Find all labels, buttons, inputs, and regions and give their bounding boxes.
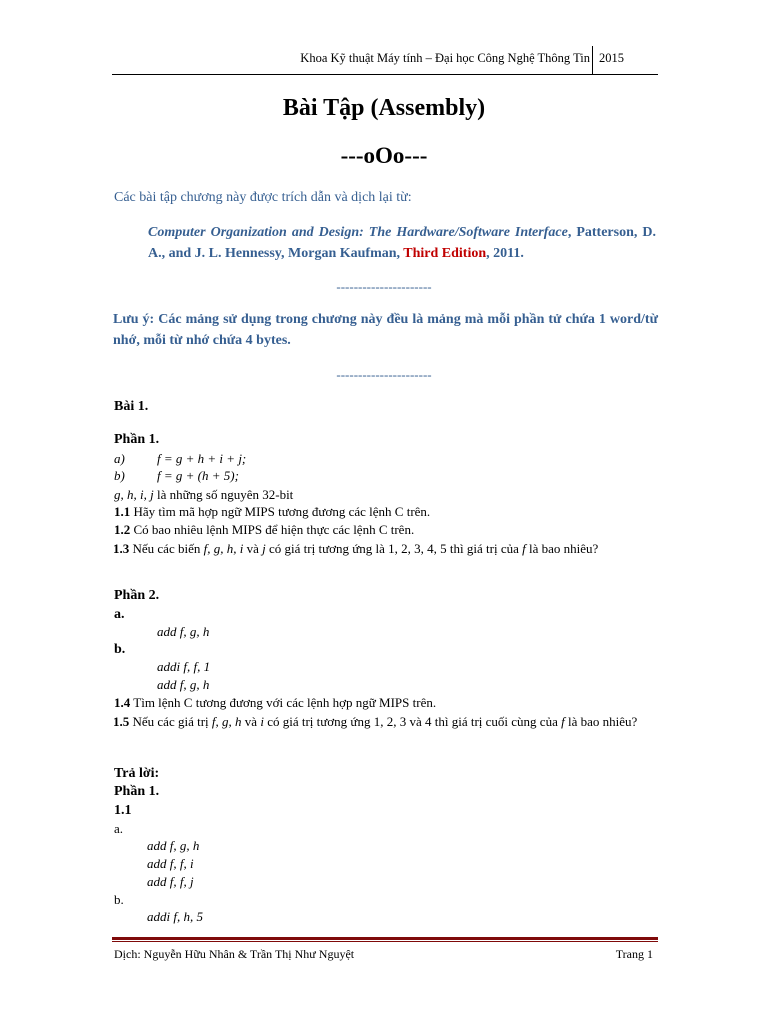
divider-2: ----------------------	[336, 367, 432, 382]
citation-book-title: Computer Organization and Design: The Hardware/Software Interface	[148, 225, 568, 240]
header-separator	[592, 46, 593, 74]
footer-page-number: Trang 1	[615, 947, 653, 961]
exercise-title: Bài 1.	[114, 399, 149, 414]
answer-part1-title: Phần 1.	[114, 784, 160, 799]
divider-1: ----------------------	[336, 279, 432, 294]
part1-a-label: a)	[114, 451, 125, 466]
citation-year: , 2011.	[486, 246, 524, 261]
part2-title: Phần 2.	[114, 588, 160, 603]
header-year: 2015	[599, 51, 624, 65]
part1-b-expr: f = g + (h + 5);	[157, 468, 239, 483]
question-1-1: 1.1 Hãy tìm mã hợp ngữ MIPS tương đương các lệnh C trên.	[114, 504, 431, 519]
part1-title: Phần 1.	[114, 432, 160, 447]
header-org: Khoa Kỹ thuật Máy tính – Đại học Công Nghệ Thông Tin	[300, 51, 590, 65]
intro-text: Các bài tập chương này được trích dẫn và dịch lại từ:	[114, 190, 412, 205]
note-text: Lưu ý: Các mảng sử dụng trong chương này đều là mảng mà mỗi phần tử chứa 1 word/từ nhớ, mỗi từ nhớ chứa 4 bytes.	[113, 312, 658, 348]
header-rule	[112, 74, 658, 75]
page-title: Bài Tập (Assembly)	[282, 95, 486, 121]
answer-a-label: a.	[114, 821, 124, 836]
code-line: add f, g, h	[147, 838, 200, 853]
part2-a-label: a.	[114, 607, 125, 622]
part1-a-expr: f = g + h + i + j;	[157, 451, 247, 466]
question-1-3: 1.3 Nếu các biến f, g, h, i và j có giá trị tương ứng là 1, 2, 3, 4, 5 thì giá trị của f là bao nhiêu?	[113, 541, 599, 556]
code-line: add f, g, h	[157, 624, 210, 639]
citation: Computer Organization and Design: The Hardware/Software Interface, Patterson, D. A., and J. L. Hennessy, Morgan Kaufman, Third Edition, 2011.	[148, 225, 657, 261]
footer-translators: Dịch: Nguyễn Hữu Nhân & Trần Thị Như Nguyệt	[114, 947, 355, 961]
footer-rule	[112, 937, 658, 940]
code-line: add f, g, h	[157, 677, 210, 692]
question-1-2: 1.2 Có bao nhiêu lệnh MIPS để hiện thực các lệnh C trên.	[114, 522, 415, 537]
answer-b-label: b.	[114, 892, 124, 907]
code-line: add f, f, j	[147, 874, 194, 889]
footer-rule-thin	[112, 941, 658, 942]
question-1-5: 1.5 Nếu các giá trị f, g, h và i có giá trị tương ứng 1, 2, 3 và 4 thì giá trị cuối cùng của f là bao nhiêu?	[113, 714, 638, 729]
part1-b-label: b)	[114, 468, 125, 483]
answer-title: Trả lời:	[114, 766, 160, 781]
answer-1-1: 1.1	[114, 803, 132, 818]
code-line: addi f, f, 1	[157, 659, 211, 674]
part2-b-label: b.	[114, 642, 126, 657]
question-1-4: 1.4 Tìm lệnh C tương đương với các lệnh hợp ngữ MIPS trên.	[114, 695, 437, 710]
code-line: addi f, h, 5	[147, 909, 203, 924]
page-subtitle: ---oOo---	[340, 143, 428, 168]
citation-authors: Patterson, D. A., and J. L. Hennessy, Morgan Kaufman,	[148, 225, 657, 261]
citation-edition: Third Edition	[403, 246, 487, 261]
vars-line: g, h, i, j là những số nguyên 32-bit	[114, 487, 294, 502]
code-line: add f, f, i	[147, 856, 194, 871]
